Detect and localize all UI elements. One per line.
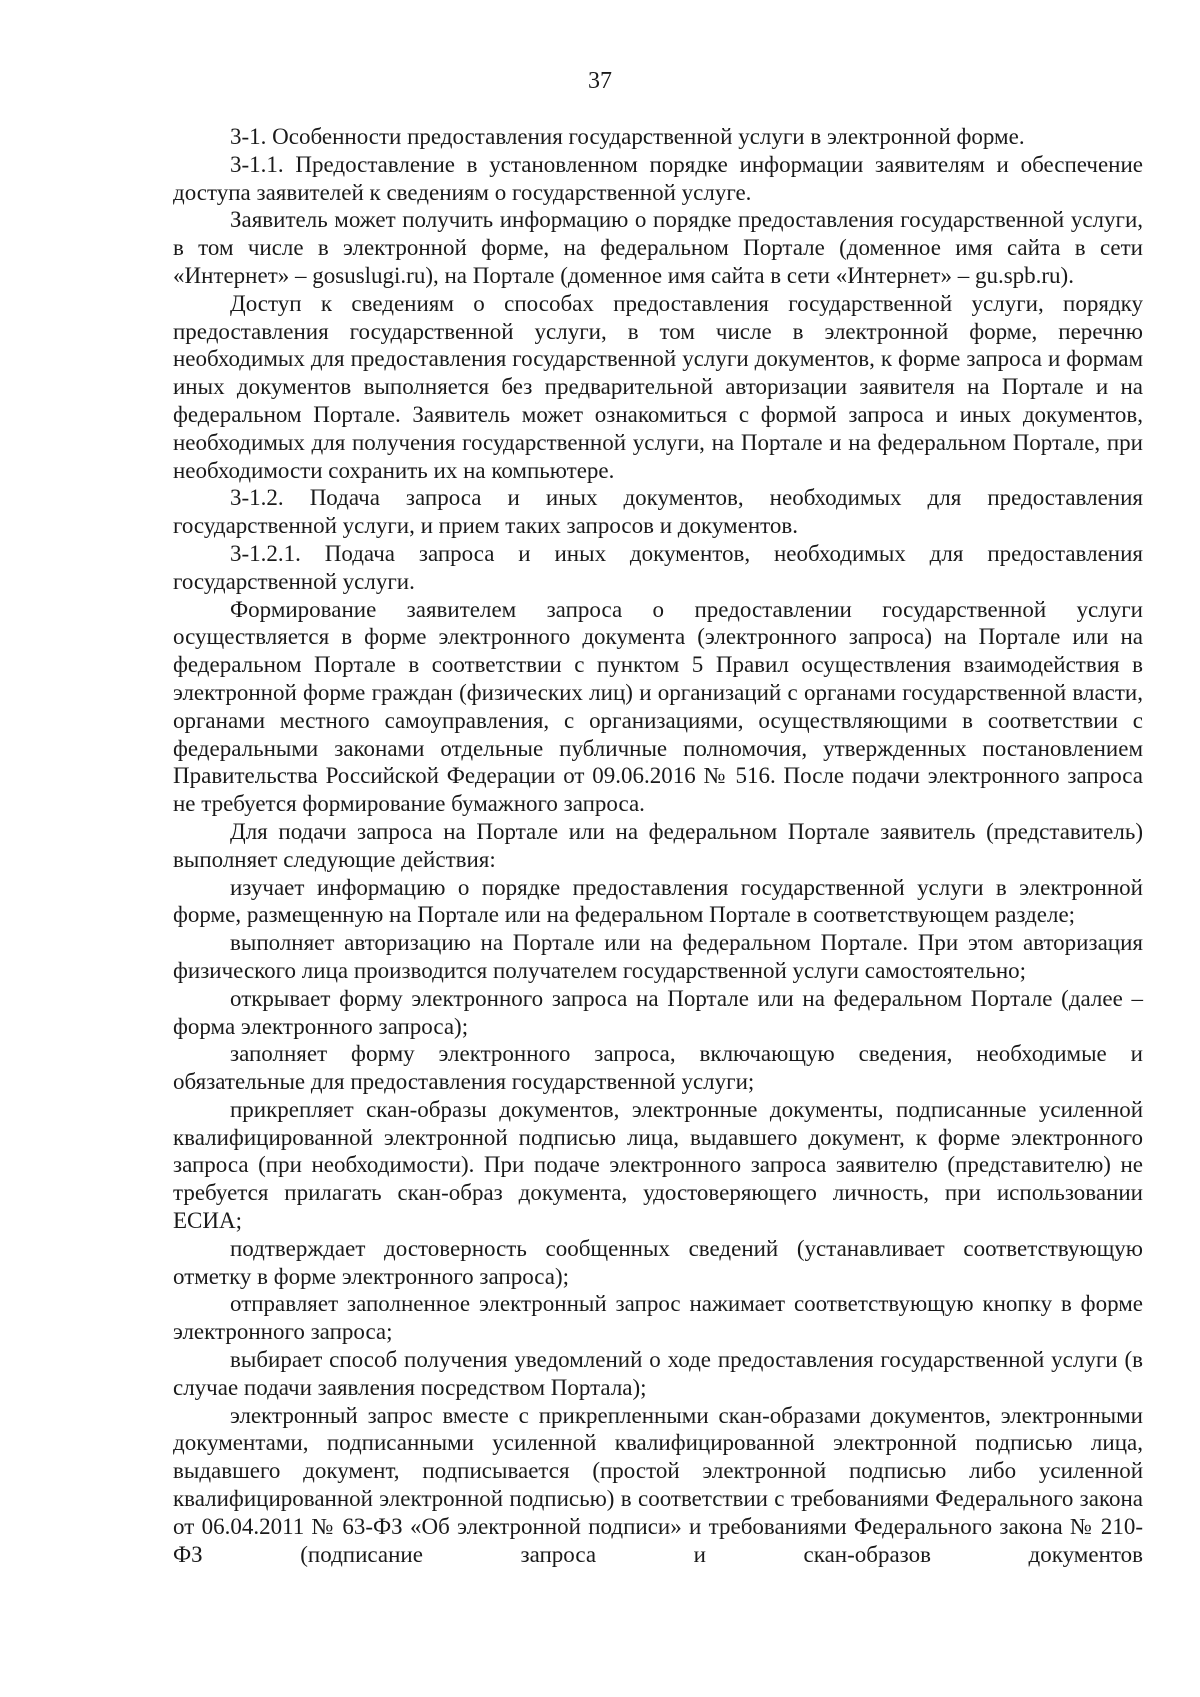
paragraph: Заявитель может получить информацию о порядке предоставления государственной услуги, в том числе в электронной форме, на федеральном Портале (доменное имя сайта в сети «Интернет» – gosuslugi.ru), на Портале (доменное имя сайта в сети «Интернет» – gu.spb.ru). (173, 207, 1143, 288)
list-item: выбирает способ получения уведомлений о ходе предоставления государственной услуги (в случае подачи заявления посредством Портала); (173, 1347, 1143, 1400)
document-body (173, 123, 1143, 1568)
paragraph: Формирование заявителем запроса о предоставлении государственной услуги осуществляется в форме электронного документа (электронного запроса) на Портале или на федеральном Портале в соответствии с пунктом 5 Правил осуществления взаимодействия в электронной форме граждан (физических лиц) и организаций с органами государственной власти, органами местного самоуправления, с организациями, осуществляющими в соответствии с федеральными законами отдельные публичные полномочия, утвержденных постановлением Правительства Российской Федерации от 09.06.2016 № 516. После подачи электронного запроса не требуется формирование бумажного запроса. (173, 596, 1143, 817)
page-number: 37 (588, 68, 612, 94)
list-item: открывает форму электронного запроса на Портале или на федеральном Портале (далее – форма электронного запроса); (173, 985, 1143, 1039)
list-item: прикрепляет скан-образы документов, электронные документы, подписанные усиленной квалифицированной электронной подписью лица, выдавшего документ, к форме электронного запроса (при необходимости). При подаче электронного запроса заявителю (представителю) не требуется прилагать скан-образ документа, удостоверяющего личность, при использовании ЕСИА; (173, 1096, 1143, 1234)
subsection-heading-3-1-2-1: 3-1.2.1. Подача запроса и иных документов, необходимых для предоставления государственной услуги. (173, 540, 1143, 594)
paragraph: Для подачи запроса на Портале или на федеральном Портале заявитель (представитель) выполняет следующие действия: (173, 818, 1143, 872)
subsection-heading-3-1-2: 3-1.2. Подача запроса и иных документов, необходимых для предоставления государственной услуги, и прием таких запросов и документов. (173, 485, 1143, 539)
subsection-heading-3-1-1: 3-1.1. Предоставление в установленном порядке информации заявителям и обеспечение доступа заявителей к сведениям о государственной услуге. (173, 151, 1143, 205)
list-item: выполняет авторизацию на Портале или на федеральном Портале. При этом авторизация физического лица производится получателем государственной услуги самостоятельно; (173, 930, 1143, 983)
list-item: заполняет форму электронного запроса, включающую сведения, необходимые и обязательные для предоставления государственной услуги; (173, 1041, 1143, 1095)
section-heading-3-1: 3-1. Особенности предоставления государственной услуги в электронной форме. (230, 124, 1025, 149)
list-item: электронный запрос вместе с прикрепленными скан-образами документов, электронными документами, подписанными усиленной квалифицированной электронной подписью лица, выдавшего документ, подписывается (простой электронной подписью либо усиленной квалифицированной электронной подписью) в соответствии с требованиями Федерального закона от 06.04.2011 № 63-ФЗ «Об электронной подписи» и требованиями Федерального закона № 210-ФЗ (подписание запроса и скан-образов документов (173, 1402, 1143, 1567)
list-item: подтверждает достоверность сообщенных сведений (устанавливает соответствующую отметку в форме электронного запроса); (173, 1235, 1143, 1289)
paragraph: Доступ к сведениям о способах предоставления государственной услуги, порядку предоставления государственной услуги, в том числе в электронной форме, перечню необходимых для предоставления государственной услуги документов, к форме запроса и формам иных документов выполняется без предварительной авторизации заявителя на Портале и на федеральном Портале. Заявитель может ознакомиться с формой запроса и иных документов, необходимых для получения государственной услуги, на Портале и на федеральном Портале, при необходимости сохранить их на компьютере. (173, 290, 1143, 483)
list-item: отправляет заполненное электронный запрос нажимает соответствующую кнопку в форме электронного запроса; (173, 1291, 1143, 1345)
list-item: изучает информацию о порядке предоставления государственной услуги в электронной форме, размещенную на Портале или на федеральном Портале в соответствующем разделе; (173, 874, 1143, 928)
